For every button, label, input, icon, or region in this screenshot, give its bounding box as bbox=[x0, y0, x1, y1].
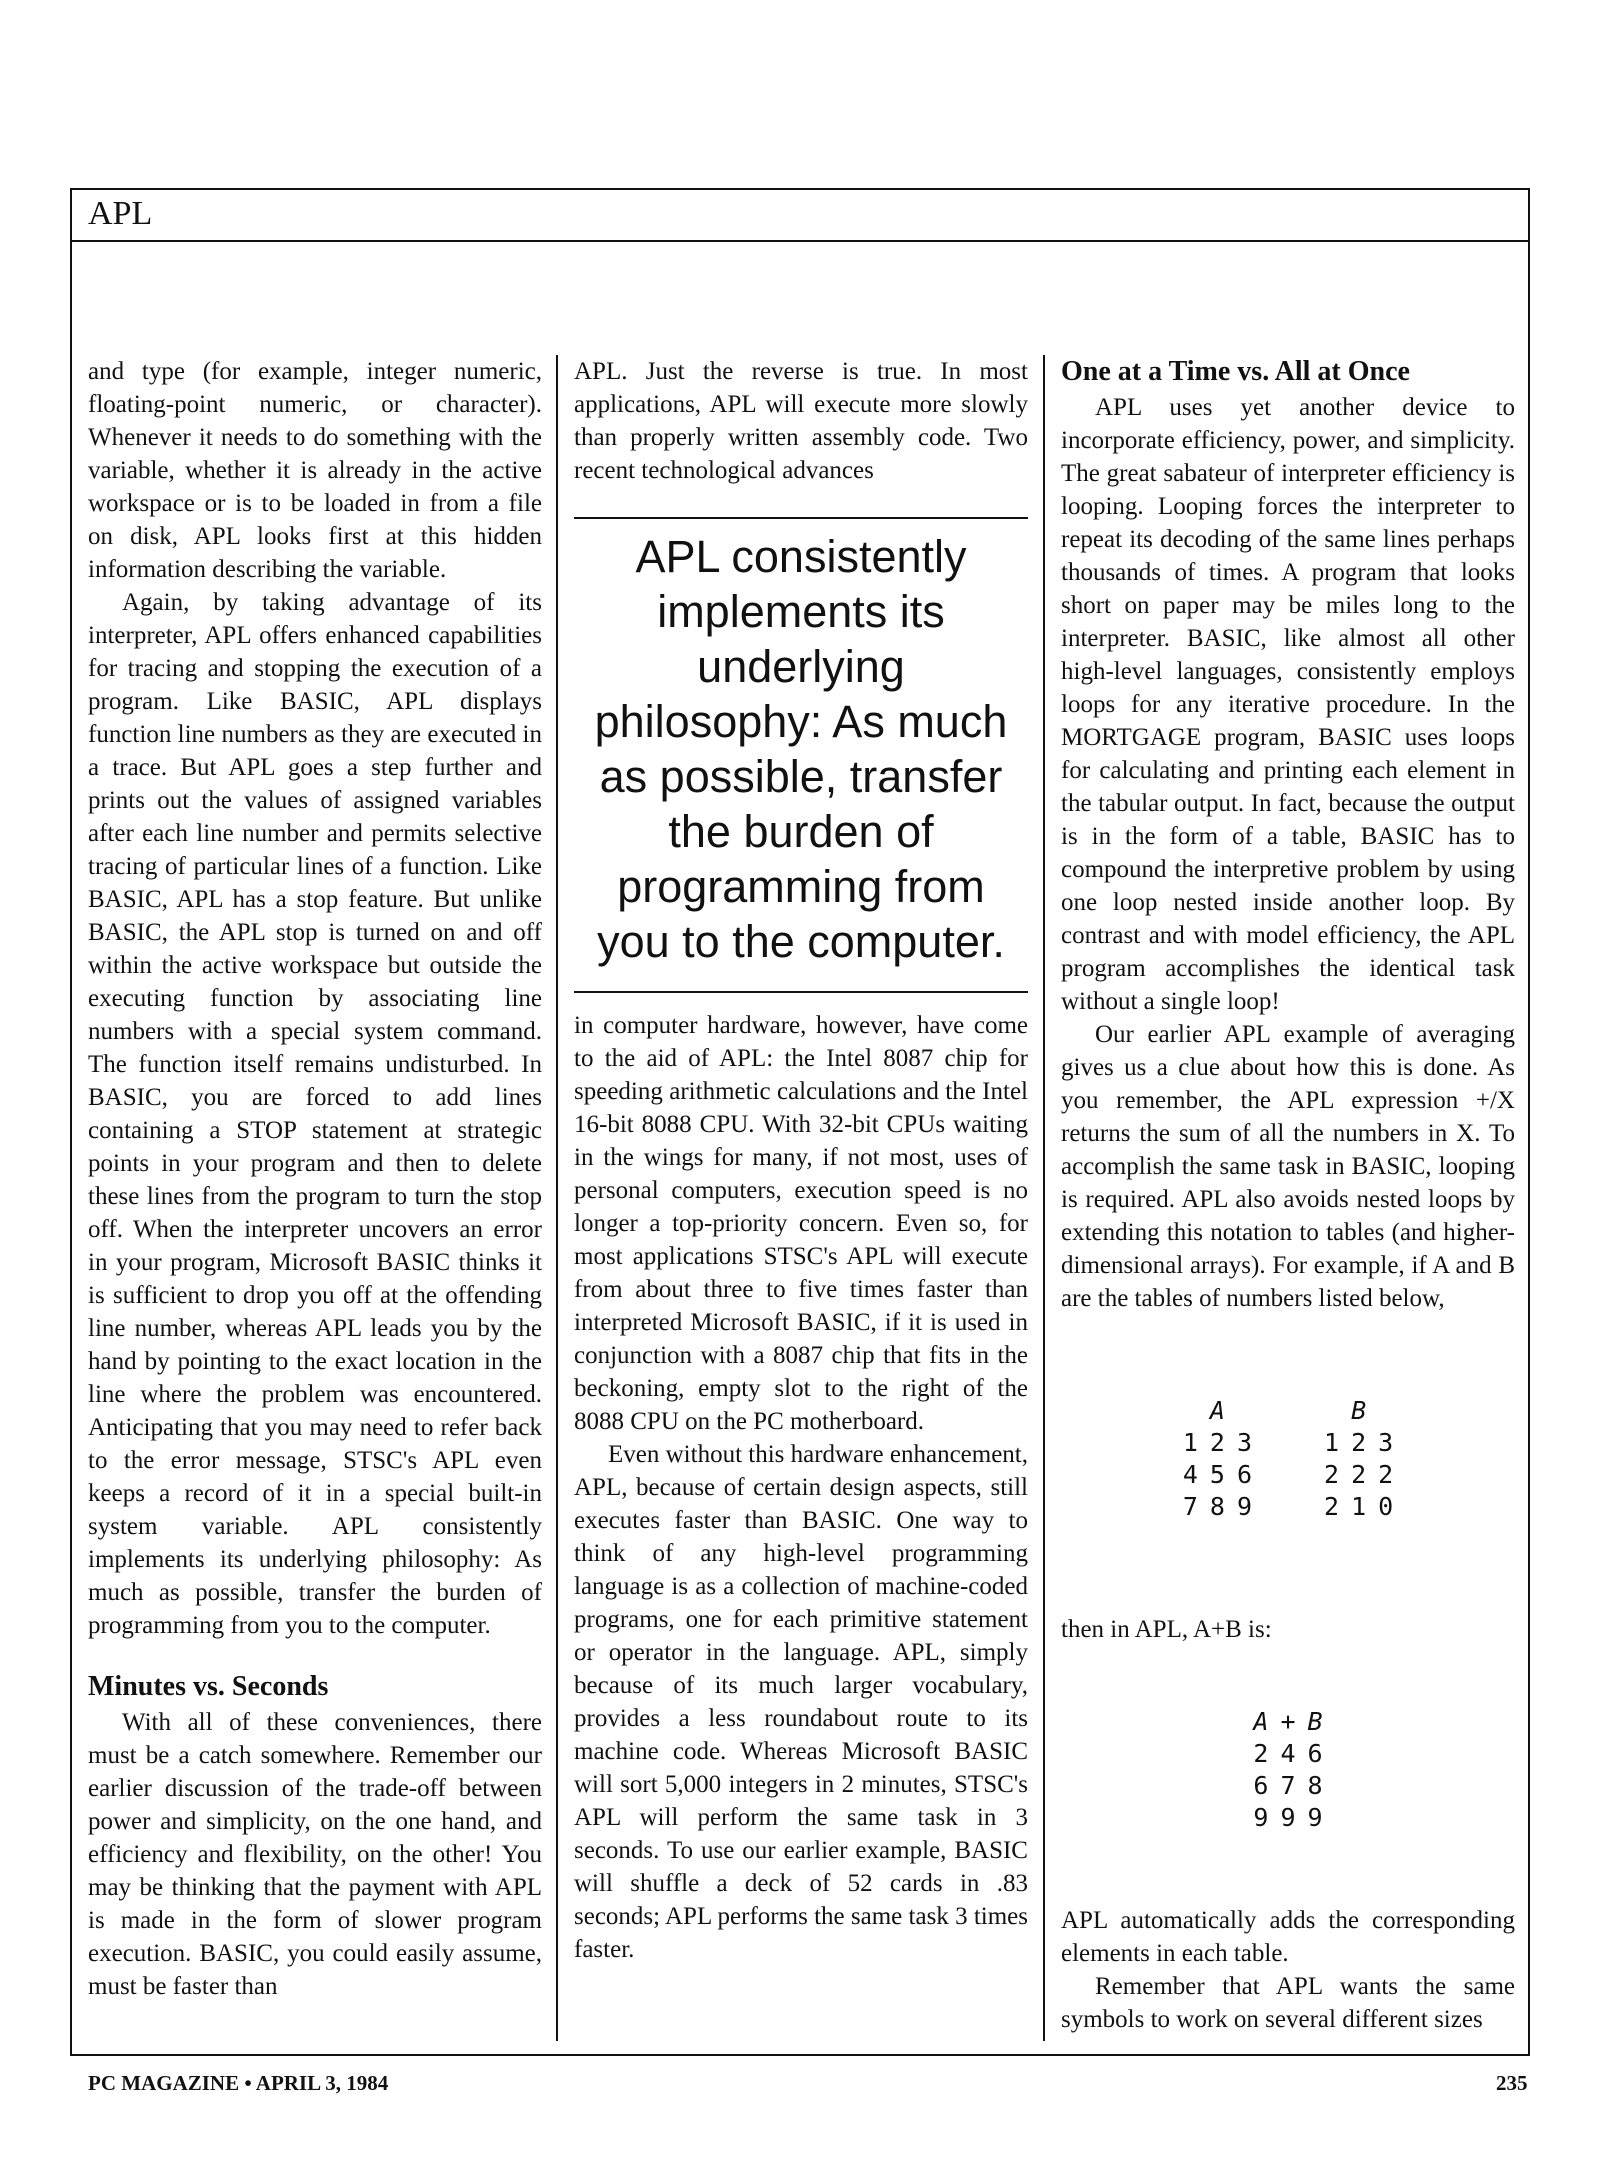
section-title: APL bbox=[88, 195, 153, 232]
matrix-cell: 9 bbox=[1307, 1803, 1323, 1832]
matrix-cell: 2 bbox=[1351, 1428, 1367, 1457]
matrix-cell: 6 bbox=[1236, 1460, 1252, 1489]
matrix-cell: 4 bbox=[1182, 1460, 1198, 1489]
matrix-cell: 2 bbox=[1209, 1428, 1225, 1457]
matrix-sum bbox=[1247, 1706, 1328, 1834]
paragraph: With all of these conveniences, there must be a catch somewhere. Remember our earlier discussion of the trade-off between power and simplicity, on the one hand, and efficiency and flexibility, on the other! You may be thinking that the payment with APL is made in the form of slower program execution. BASIC, you could easily assume, must be faster than bbox=[88, 1709, 542, 2000]
paragraph: APL automatically adds the corresponding elements in each table. bbox=[1061, 1907, 1515, 1967]
matrix-label: A bbox=[1209, 1396, 1225, 1425]
matrices-a-b bbox=[1061, 1395, 1515, 1523]
matrix-cell: 4 bbox=[1280, 1739, 1296, 1768]
matrix-cell: 5 bbox=[1209, 1460, 1225, 1489]
paragraph: Again, by taking advantage of its interpreter, APL offers enhanced capabilities for tracing and stopping the execution of a program. Like BASIC, APL displays function line numbers as they are executed in a trace. But APL goes a step further and prints out the values of assigned variables after each line number and permits selective tracing of particular lines of a function. Like BASIC, APL has a stop feature. But unlike BASIC, the APL stop is turned on and off within the active workspace but outside the executing function by associating line numbers with a special system command. The function itself remains undisturbed. In BASIC, you are forced to add lines containing a STOP statement at strategic points in your program and then to delete these lines from the program to turn the stop off. When the interpreter uncovers an error in your program, Microsoft BASIC thinks it is sufficient to drop you off at the offending line number, whereas APL leads you by the hand by pointing to the exact location in the line where the problem was encountered. Anticipating that you may need to refer back to the error message, STSC's APL even keeps a record of it in a special built-in system variable. APL consistently implements its underlying philosophy: As much as possible, transfer the burden of programming from you to the computer. bbox=[88, 589, 542, 1639]
matrix-label: + bbox=[1280, 1707, 1296, 1736]
subheading-one-at-a-time: One at a Time vs. All at Once bbox=[1061, 356, 1410, 387]
matrix-label: A bbox=[1253, 1707, 1269, 1736]
paragraph: Our earlier APL example of averaging gives us a clue about how this is done. As you remember, the APL expression +/X returns the sum of all the numbers in X. To accomplish the same task in BASIC, looping is required. APL also avoids nested loops by extending this notation to tables (and higher-dimensional arrays). For example, if A and B are the tables of numbers listed below, bbox=[1061, 1021, 1515, 1312]
paragraph: in computer hardware, however, have come to the aid of APL: the Intel 8087 chip for speeding arithmetic calculations and the Intel 16-bit 8088 CPU. With 32-bit CPUs waiting in the wings for many, if not most, uses of personal computers, execution speed is no longer a top-priority concern. Even so, for most applications STSC's APL will execute from about three to five times faster than interpreted Microsoft BASIC, if it is used in conjunction with a 8087 chip that fits in the beckoning, empty slot to the right of the 8088 CPU on the PC motherboard. bbox=[574, 1012, 1028, 1435]
matrix-label: B bbox=[1307, 1707, 1323, 1736]
paragraph: then in APL, A+B is: bbox=[1061, 1616, 1272, 1643]
matrix-a bbox=[1177, 1395, 1258, 1523]
matrix-cell: 9 bbox=[1253, 1803, 1269, 1832]
subheading-minutes-vs-seconds: Minutes vs. Seconds bbox=[88, 1671, 329, 1702]
paragraph: APL uses yet another device to incorporate efficiency, power, and simplicity. The great sabateur of interpreter efficiency is looping. Looping forces the interpreter to repeat its decoding of the same lines perhaps thousands of times. A program that looks short on paper may be miles long to the interpreter. BASIC, like almost all other high-level languages, consistently employs loops for any iterative procedure. In the MORTGAGE program, BASIC uses loops for calculating and printing each element in the tabular output. In fact, because the output is in the form of a table, BASIC has to compound the interpretive problem by using one loop nested inside another loop. By contrast and with model efficiency, the APL program accomplishes the identical task without a single loop! bbox=[1061, 394, 1515, 1015]
matrix-b bbox=[1318, 1395, 1399, 1523]
matrix-cell: 6 bbox=[1253, 1771, 1269, 1800]
matrix-cell: 0 bbox=[1378, 1492, 1394, 1521]
matrix-cell: 8 bbox=[1307, 1771, 1323, 1800]
matrix-cell: 2 bbox=[1351, 1460, 1367, 1489]
column-2 bbox=[574, 355, 1028, 1966]
matrix-cell: 7 bbox=[1182, 1492, 1198, 1521]
page-number: 235 bbox=[1496, 2071, 1528, 2095]
matrix-cell: 2 bbox=[1324, 1460, 1340, 1489]
matrix-cell: 7 bbox=[1280, 1771, 1296, 1800]
column-1 bbox=[88, 355, 542, 2003]
column-divider bbox=[1043, 355, 1045, 2041]
paragraph: Remember that APL wants the same symbols to work on several different sizes bbox=[1061, 1973, 1515, 2033]
matrix-cell: 3 bbox=[1378, 1428, 1394, 1457]
matrix-cell: 8 bbox=[1209, 1492, 1225, 1521]
matrix-cell: 1 bbox=[1351, 1492, 1367, 1521]
matrix-cell: 2 bbox=[1324, 1492, 1340, 1521]
footer-publication: PC MAGAZINE • APRIL 3, 1984 bbox=[88, 2071, 389, 2095]
matrix-sum-block bbox=[1061, 1706, 1515, 1834]
header-rule bbox=[70, 240, 1530, 242]
matrix-label: B bbox=[1351, 1396, 1367, 1425]
matrix-cell: 1 bbox=[1182, 1428, 1198, 1457]
column-3 bbox=[1061, 355, 1515, 2036]
matrix-cell: 2 bbox=[1378, 1460, 1394, 1489]
matrix-cell: 9 bbox=[1280, 1803, 1296, 1832]
matrix-cell: 3 bbox=[1236, 1428, 1252, 1457]
paragraph: APL. Just the reverse is true. In most applications, APL will execute more slowly than properly written assembly code. Two recent technological advances bbox=[574, 358, 1028, 484]
pull-quote: APL consistently implements its underlying philosophy: As much as possible, transfer the burden of programming from you to the computer. bbox=[574, 517, 1028, 993]
paragraph: and type (for example, integer numeric, floating-point numeric, or character). Whenever it needs to do something with the variable, whether it is already in the active workspace or is to be loaded in from a file on disk, APL looks first at this hidden information describing the variable. bbox=[88, 358, 542, 583]
matrix-cell: 6 bbox=[1307, 1739, 1323, 1768]
paragraph: Even without this hardware enhancement, APL, because of certain design aspects, still executes faster than BASIC. One way to think of any high-level programming language is as a collection of machine-coded programs, one for each primitive statement or operator in the language. APL, simply because of its much larger vocabulary, provides a less roundabout route to its machine code. Whereas Microsoft BASIC will sort 5,000 integers in 2 minutes, STSC's APL will perform the same task in 3 seconds. To use our earlier example, BASIC will shuffle a deck of 52 cards in .83 seconds; APL performs the same task 3 times faster. bbox=[574, 1441, 1028, 1963]
column-divider bbox=[556, 355, 558, 2041]
matrix-cell: 9 bbox=[1236, 1492, 1252, 1521]
matrix-cell: 1 bbox=[1324, 1428, 1340, 1457]
matrix-cell: 2 bbox=[1253, 1739, 1269, 1768]
